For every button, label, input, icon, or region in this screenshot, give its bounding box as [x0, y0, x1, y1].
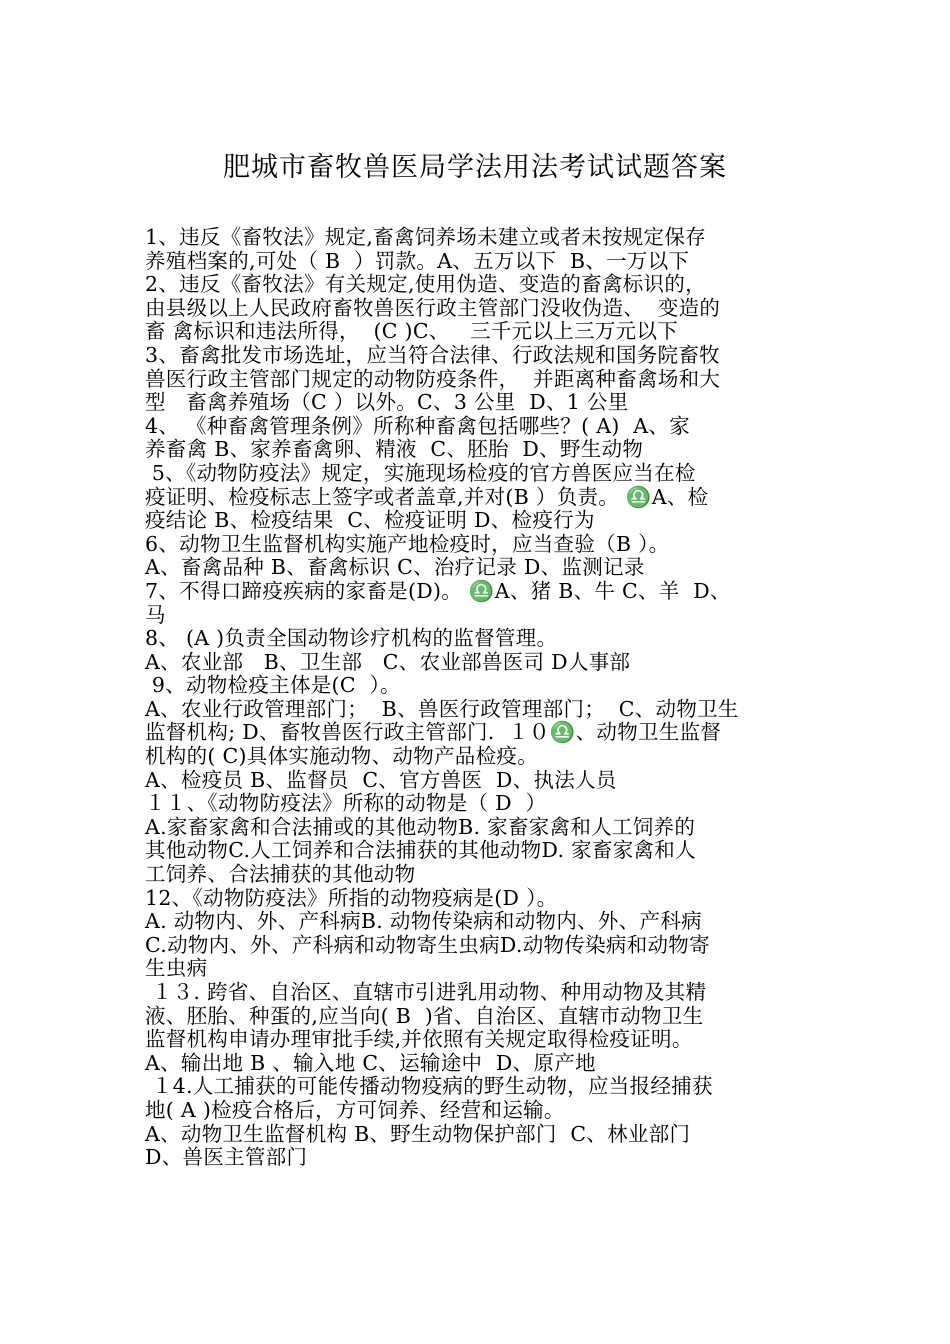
text-line: 由县级以上人民政府畜牧兽医行政主管部门没收伪造、 变造的: [145, 295, 721, 320]
text-line: 6、动物卫生监督机构实施产地检疫时，应当查验（B ）。: [145, 531, 670, 556]
text-line: 监督机构申请办理审批手续,并依照有关规定取得检疫证明。: [145, 1027, 693, 1052]
text-line: 疫结论 B、检疫结果 C、检疫证明 D、检疫行为: [145, 508, 595, 533]
text-line: 地( A )检疫合格后，方可饲养、经营和运输。: [145, 1097, 565, 1122]
text-line: １３. 跨省、自治区、直辖市引进乳用动物、种用动物及其精: [145, 980, 707, 1004]
text-line: 5、《动物防疫法》规定，实施现场检疫的官方兽医应当在检: [145, 460, 696, 485]
text-line: 兽医行政主管部门规定的动物防疫条件， 并距离种畜禽场和大: [145, 366, 721, 391]
text-line: 4、 《种畜禽管理条例》所称种畜禽包括哪些？( A) A、家: [145, 413, 691, 438]
text-line: A、动物卫生监督机构 B、野生动物保护部门 C、林业部门: [145, 1121, 691, 1146]
text-line: A、畜禽品种 B、畜禽标识 C、治疗记录 D、监测记录: [145, 555, 645, 580]
text-line: 9、动物检疫主体是(C ）。: [145, 673, 401, 698]
text-line: 液、胚胎、种蛋的,应当向( B )省、自治区、直辖市动物卫生: [145, 1003, 704, 1028]
text-line: 1、违反《畜牧法》规定,畜禽饲养场未建立或者未按规定保存: [145, 225, 706, 249]
text-line: A、农业行政管理部门； B、兽医行政管理部门； C、动物卫生: [145, 696, 739, 721]
text-line: 7、不得口蹄疫疾病的家畜是(D)。 ♎A、猪 B、牛 C、羊 D、: [145, 578, 731, 603]
text-line: 机构的( C)具体实施动物、动物产品检疫。: [145, 744, 538, 769]
text-line: 2、违反《畜牧法》有关规定,使用伪造、变造的畜禽标识的，: [145, 272, 706, 297]
text-line: 马: [145, 602, 166, 627]
text-line: 12、《动物防疫法》所指的动物疫病是(D ）。: [145, 885, 558, 910]
text-line: A、输出地 B 、输入地 C、运输途中 D、原产地: [145, 1050, 596, 1075]
text-line: 养畜禽 B、家养畜禽卵、精液 C、胚胎 D、野生动物: [145, 437, 644, 462]
text-line: 工饲养、合法捕获的其他动物: [145, 862, 416, 887]
text-line: D、兽医主管部门: [145, 1145, 308, 1170]
text-line: 8、 (A )负责全国动物诊疗机构的监督管理。: [145, 626, 558, 651]
text-line: 其他动物C.人工饲养和合法捕获的其他动物D. 家畜家禽和人: [145, 838, 696, 863]
document-body: [145, 226, 810, 1170]
text-line: A、检疫员 B、监督员 C、官方兽医 D、执法人员: [145, 767, 617, 792]
text-line: １１、《动物防疫法》所称的动物是（ D ）: [145, 791, 547, 816]
text-line: 3、畜禽批发市场选址，应当符合法律、行政法规和国务院畜牧: [145, 342, 720, 367]
text-line: １4.人工捕获的可能传播动物疫病的野生动物，应当报经捕获: [145, 1074, 713, 1099]
text-line: 生虫病: [145, 956, 208, 981]
text-line: 型 畜禽养殖场（C ）以外。C、3 公里 D、1 公里: [145, 390, 629, 415]
text-line: C.动物内、外、产科病和动物寄生虫病D.动物传染病和动物寄: [145, 932, 710, 957]
document-title: 肥城市畜牧兽医局学法用法考试试题答案: [223, 152, 727, 183]
text-line: 养殖档案的,可处（ B ）罚款。A、五万以下 B、一万以下: [145, 248, 690, 273]
text-line: A.家畜家禽和合法捕或的其他动物B. 家畜家禽和人工饲养的: [145, 814, 696, 839]
text-line: A. 动物内、外、产科病B. 动物传染病和动物内、外、产科病: [145, 909, 702, 934]
text-line: 疫证明、检疫标志上签字或者盖章,并对(B ）负责。 ♎A、检: [145, 484, 709, 509]
text-line: 监督机构; D、畜牧兽医行政主管部门. １０♎、动物卫生监督: [145, 720, 722, 745]
text-line: 畜 禽标识和违法所得， (C )C、 三千元以上三万元以下: [145, 319, 679, 344]
text-line: A、农业部 B、卫生部 C、农业部兽医司 D人事部: [145, 649, 631, 674]
